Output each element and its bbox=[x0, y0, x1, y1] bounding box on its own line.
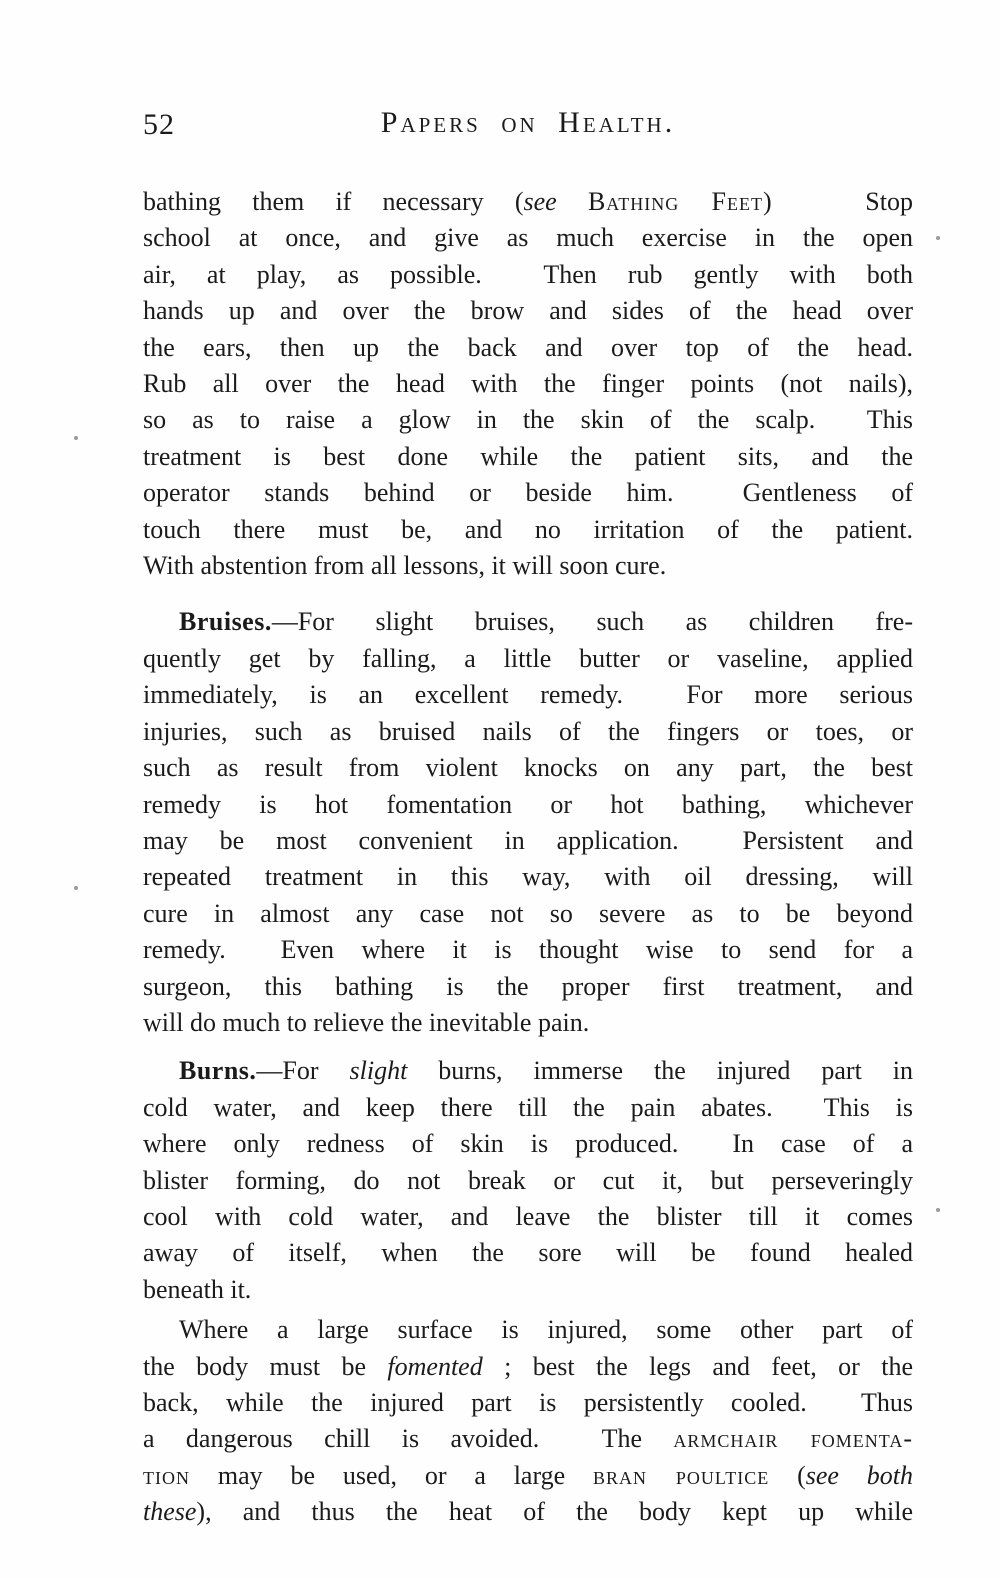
text-line bbox=[143, 1272, 913, 1308]
text-segment: back, while the injured part is persistently cooled. Thus bbox=[143, 1388, 913, 1417]
text-segment: air, at play, as possible. Then rub gently with both bbox=[143, 259, 913, 289]
text-line bbox=[143, 969, 913, 1005]
text-segment: Where a large surface is injured, some other part of bbox=[179, 1315, 913, 1345]
text-line bbox=[143, 787, 913, 823]
text-segment: quently get by falling, a little butter or vaseline, applied bbox=[143, 643, 913, 673]
text-line bbox=[143, 1163, 913, 1199]
text-segment: a dangerous chill is avoided. The bbox=[143, 1424, 674, 1454]
text-segment: beneath it. bbox=[143, 1274, 252, 1304]
text-segment: will do much to relieve the inevitable pain. bbox=[143, 1007, 590, 1037]
text-line bbox=[143, 896, 913, 932]
text-segment: repeated treatment in this way, with oil dressing, will bbox=[143, 862, 913, 892]
text-segment: burns, immerse the injured part in bbox=[407, 1056, 913, 1086]
text-segment: operator stands behind or beside him. Gentleness of bbox=[143, 478, 913, 508]
text-line bbox=[143, 184, 913, 220]
text-segment: Burns. bbox=[179, 1056, 257, 1086]
text-line bbox=[143, 548, 913, 584]
text-line bbox=[143, 1312, 913, 1348]
running-title: Papers on Health. bbox=[380, 106, 676, 139]
scan-speck bbox=[74, 436, 78, 440]
text-segment: blister forming, do not break or cut it, but perseveringly bbox=[143, 1165, 913, 1195]
paragraph bbox=[143, 604, 913, 1041]
text-segment: ), and thus the heat of the body kept up while bbox=[196, 1497, 913, 1527]
text-segment: the ears, then up the back and over top of the head. bbox=[143, 332, 913, 362]
text-segment: —For bbox=[256, 1056, 350, 1086]
text-line bbox=[143, 641, 913, 677]
text-line bbox=[143, 220, 913, 256]
page-number: 52 bbox=[143, 108, 175, 141]
text-line bbox=[143, 1005, 913, 1041]
text-line bbox=[143, 1053, 913, 1089]
text-segment: hands up and over the brow and sides of the head over bbox=[143, 296, 913, 326]
text-line bbox=[143, 512, 913, 548]
text-segment: cure in almost any case not so severe as to be beyond bbox=[143, 898, 913, 928]
text-segment: where only redness of skin is produced. In case of a bbox=[143, 1129, 913, 1159]
text-segment: Bathing Feet bbox=[587, 187, 763, 216]
text-line bbox=[143, 714, 913, 750]
text-segment: ; best the legs and feet, or the bbox=[482, 1351, 913, 1381]
text-segment: remedy. Even where it is thought wise to send for a bbox=[143, 935, 913, 965]
text-segment: these bbox=[143, 1497, 197, 1527]
text-segment: With abstention from all lessons, it will soon cure. bbox=[143, 551, 667, 581]
text-line bbox=[143, 1090, 913, 1126]
text-segment: ) Stop bbox=[762, 187, 913, 216]
text-segment: may be most convenient in application. Persistent and bbox=[143, 825, 913, 855]
text-segment: remedy is hot fomentation or hot bathing, whichever bbox=[143, 789, 913, 819]
text-segment: may be used, or a large bbox=[190, 1460, 594, 1490]
text-line bbox=[143, 932, 913, 968]
text-segment bbox=[557, 187, 588, 216]
text-line bbox=[143, 330, 913, 366]
text-line bbox=[143, 1458, 913, 1494]
text-segment: fomented bbox=[387, 1351, 483, 1381]
text-segment: armchair fomenta- bbox=[673, 1424, 913, 1454]
text-segment: school at once, and give as much exercise in the open bbox=[143, 223, 913, 253]
text-line bbox=[143, 366, 913, 402]
text-segment: tion bbox=[143, 1460, 190, 1490]
paragraph bbox=[143, 184, 913, 584]
scan-speck bbox=[936, 1208, 940, 1212]
text-segment: bathing them if necessary ( bbox=[143, 187, 524, 216]
text-segment: Rub all over the head with the finger points (not nails), bbox=[143, 369, 913, 399]
text-line bbox=[143, 677, 913, 713]
paragraph bbox=[143, 1312, 913, 1530]
text-line bbox=[143, 823, 913, 859]
text-line bbox=[143, 1385, 913, 1421]
text-line bbox=[143, 750, 913, 786]
text-segment: immediately, is an excellent remedy. For more serious bbox=[143, 680, 913, 710]
text-segment: slight bbox=[349, 1056, 408, 1086]
text-segment: so as to raise a glow in the skin of the scalp. This bbox=[143, 405, 913, 435]
scan-speck bbox=[936, 236, 940, 240]
text-segment: surgeon, this bathing is the proper first treatment, and bbox=[143, 971, 913, 1001]
page-header bbox=[143, 106, 913, 146]
text-line bbox=[143, 402, 913, 438]
text-line bbox=[143, 604, 913, 640]
text-segment: —For slight bruises, such as children fre- bbox=[271, 607, 913, 637]
text-line bbox=[143, 1235, 913, 1271]
text-segment: see both bbox=[805, 1460, 913, 1490]
scan-speck bbox=[74, 886, 78, 890]
text-line bbox=[143, 859, 913, 895]
text-line bbox=[143, 1126, 913, 1162]
text-body bbox=[143, 184, 913, 1531]
text-segment: such as result from violent knocks on any part, the best bbox=[143, 753, 913, 783]
paragraph bbox=[143, 1053, 913, 1308]
text-line bbox=[143, 439, 913, 475]
text-segment: the body must be bbox=[143, 1351, 388, 1381]
text-line bbox=[143, 1349, 913, 1385]
text-segment: Bruises. bbox=[179, 607, 272, 637]
text-segment: touch there must be, and no irritation of the patient. bbox=[143, 514, 913, 544]
text-segment: cool with cold water, and leave the blister till it comes bbox=[143, 1201, 913, 1231]
text-segment: away of itself, when the sore will be found healed bbox=[143, 1238, 913, 1268]
text-line bbox=[143, 257, 913, 293]
text-line bbox=[143, 475, 913, 511]
text-segment: see bbox=[523, 187, 557, 216]
text-segment: injuries, such as bruised nails of the fingers or toes, or bbox=[143, 716, 913, 746]
text-segment: treatment is best done while the patient sits, and the bbox=[143, 441, 913, 471]
text-line bbox=[143, 1494, 913, 1530]
text-line bbox=[143, 1199, 913, 1235]
text-segment: cold water, and keep there till the pain abates. This is bbox=[143, 1092, 913, 1122]
text-segment: bran poultice bbox=[593, 1460, 770, 1490]
text-segment: ( bbox=[769, 1460, 806, 1490]
text-line bbox=[143, 1421, 913, 1457]
text-line bbox=[143, 293, 913, 329]
